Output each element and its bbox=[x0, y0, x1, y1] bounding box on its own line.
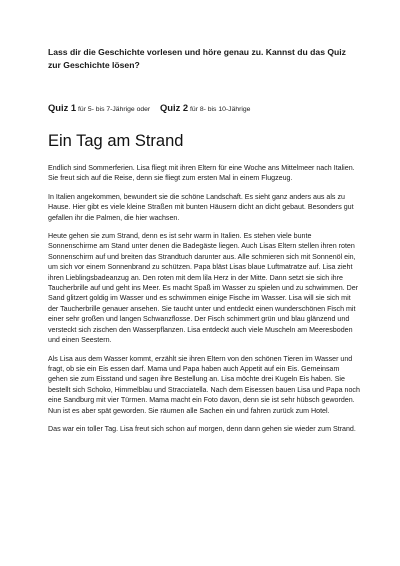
intro-text: Lass dir die Geschichte vorlesen und höre genau zu. Kannst du das Quiz zur Geschichte lösen? bbox=[48, 47, 346, 70]
quiz-2-link[interactable]: Quiz 2 bbox=[159, 102, 189, 113]
story-paragraph: Endlich sind Sommerferien. Lisa fliegt mit ihren Eltern für eine Woche ans Mittelmeer nach Italien. Sie freut sich auf die Reise, denn sie fliegt zum ersten Mal in einem Flugzeug. bbox=[48, 164, 355, 183]
quiz-links bbox=[48, 102, 360, 116]
quiz-2-age: für 8- bis 10-Jährige bbox=[190, 106, 251, 113]
story-title: Ein Tag am Strand bbox=[48, 132, 184, 150]
quiz-1-link[interactable]: Quiz 1 bbox=[48, 102, 77, 113]
quiz-1-age: für 5- bis 7-Jährige oder bbox=[78, 106, 151, 113]
story-body bbox=[48, 163, 360, 434]
story-paragraph: Als Lisa aus dem Wasser kommt, erzählt sie ihren Eltern von den schönen Tieren im Wasser und fragt, ob sie ein Eis essen darf. Mama und Papa haben auch Appetit auf ein Eis. Gemeinsam gehen sie zum Eisstand und sagen ihre Bestellung an. Lisa möchte drei Kugeln Eis haben. Sie bestellt sich Schoko, Himmelblau und Stracciatella. Nach dem Eisessen bauen Lisa und Papa noch eine Sandburg mit vier Türmen. Mama macht ein Foto davon, denn sie ist sehr hübsch geworden. Nun ist es aber spät geworden. Sie räumen alle Sachen ein und fahren zurück zum Hotel. bbox=[48, 354, 360, 415]
story-paragraph: Das war ein toller Tag. Lisa freut sich schon auf morgen, denn dann gehen sie wieder zum Strand. bbox=[48, 424, 356, 433]
story-paragraph: In Italien angekommen, bewundert sie die schöne Landschaft. Es sieht ganz anders aus als zu Hause. Hier gibt es viele kleine Straßen mit bunten Häusern dicht an dicht gebaut. Besonders gut gefallen ihr die Palmen, die hier wachsen. bbox=[48, 192, 354, 222]
story-paragraph: Heute gehen sie zum Strand, denn es ist sehr warm in Italien. Es stehen viele bunte Sonnenschirme am Stand unter denen die Badegäste liegen. Auch Lisas Eltern stellen ihren roten Sonnenschirm auf und breiten das Strandtuch darunter aus. Alle schmieren sich mit Sonnenöl ein, um sich vor einem Sonnenbrand zu schützen. Papa bläst Lisas blaue Luftmatratze auf. Lisa zieht ihren Lieblingsbadeanzug an. Den roten mit dem lila Herz in der Mitte. Dann setzt sie sich ihre Taucherbrille auf und geht ins Meer. Es macht Spaß im Wasser zu spielen und zu schwimmen. Der Sand glitzert goldig im Wasser und es schwimmen einige Fische im Wasser. Lisa will sie sich mit der Taucherbrille genauer ansehen. Sie taucht unter und entdeckt einen wunderschönen Fisch mit einer sehr großen und langen Schwanzflosse. Der Fisch schimmert grün und blau glänzend und versteckt sich zischen den Wasserpflanzen. Lisa entdeckt auch viele Muscheln am Meeresboden und einen Seestern. bbox=[48, 232, 359, 345]
